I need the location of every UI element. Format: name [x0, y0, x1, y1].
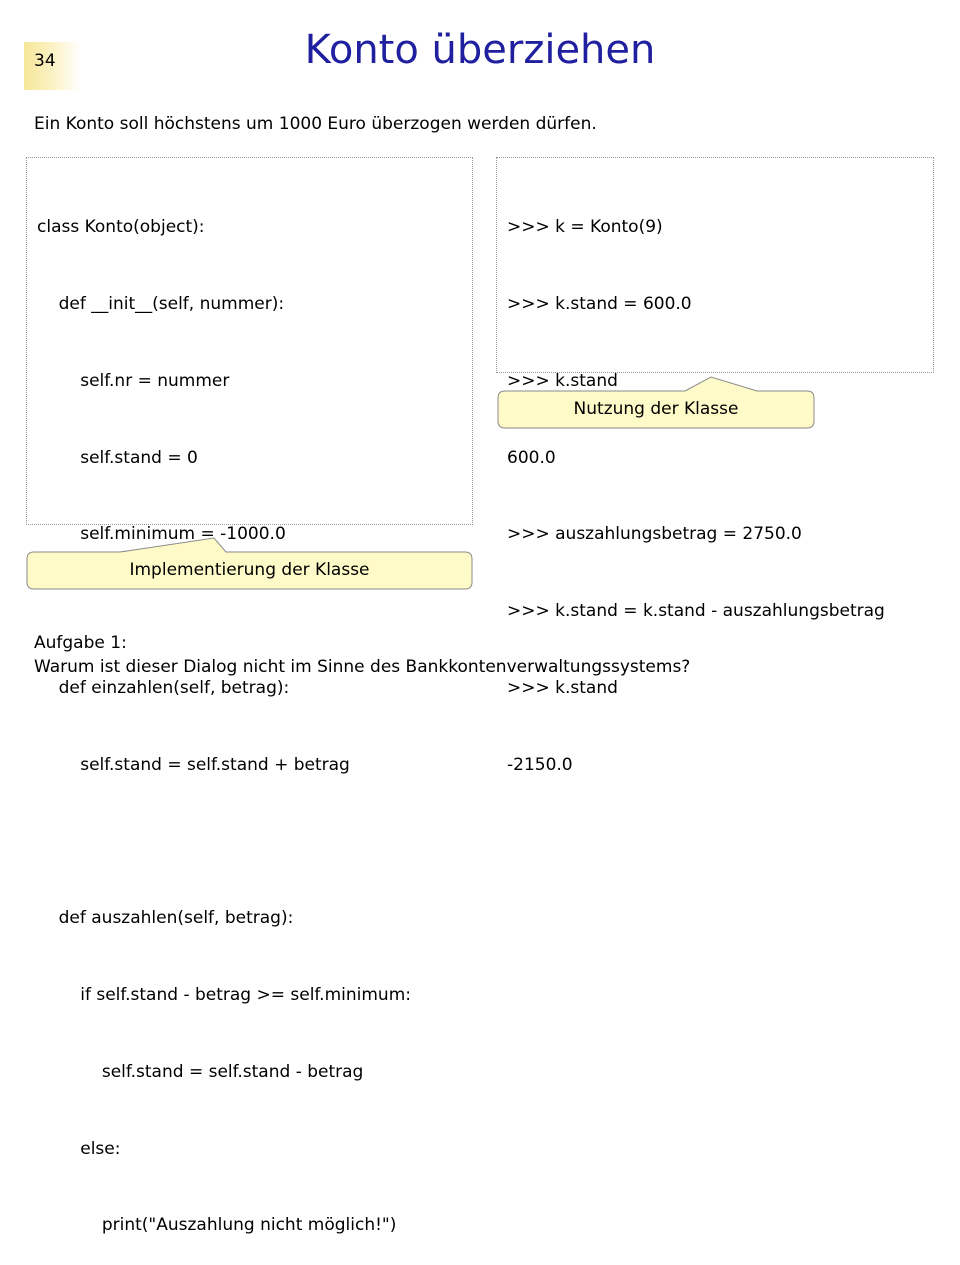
- slide-title: Konto überziehen: [304, 27, 656, 73]
- code-line: class Konto(object):: [37, 217, 205, 238]
- code-line: self.stand = 0: [37, 447, 198, 468]
- usage-callout-label: Nutzung der Klasse: [573, 399, 739, 419]
- console-line: >>> k.stand = 600.0: [507, 293, 692, 314]
- implementation-callout-label: Implementierung der Klasse: [129, 560, 370, 580]
- console-line: >>> k.stand: [507, 370, 618, 391]
- console-line: -2150.0: [507, 754, 573, 775]
- console-line: >>> k.stand: [507, 677, 618, 698]
- code-line: self.stand = self.stand - betrag: [37, 1061, 364, 1082]
- code-line: [37, 599, 472, 625]
- code-line: self.stand = self.stand + betrag: [37, 754, 350, 775]
- code-line: else:: [37, 1138, 121, 1159]
- intro-text: Ein Konto soll höchstens um 1000 Euro überzogen werden dürfen.: [34, 114, 597, 134]
- task-question: Warum ist dieser Dialog nicht im Sinne des Bankkontenverwaltungssystems?: [34, 657, 691, 677]
- code-line: def einzahlen(self, betrag):: [37, 677, 290, 698]
- task-block: [34, 631, 690, 679]
- implementation-callout: [26, 538, 473, 590]
- code-line: [37, 829, 472, 855]
- code-line: def __init__(self, nummer):: [37, 293, 285, 314]
- usage-callout: [497, 377, 815, 429]
- code-line: def auszahlen(self, betrag):: [37, 908, 294, 929]
- code-line: self.nr = nummer: [37, 370, 230, 391]
- console-line: >>> auszahlungsbetrag = 2750.0: [507, 524, 802, 545]
- console-line: >>> k = Konto(9): [507, 217, 663, 238]
- console-line: >>> k.stand = k.stand - auszahlungsbetrag: [507, 601, 885, 622]
- code-line: print("Auszahlung nicht möglich!"): [37, 1215, 397, 1236]
- console-line: 600.0: [507, 447, 556, 468]
- task-heading: Aufgabe 1:: [34, 633, 127, 653]
- code-line: self.minimum = -1000.0: [37, 524, 286, 545]
- code-line: if self.stand - betrag >= self.minimum:: [37, 985, 411, 1005]
- page-number: 34: [24, 42, 80, 90]
